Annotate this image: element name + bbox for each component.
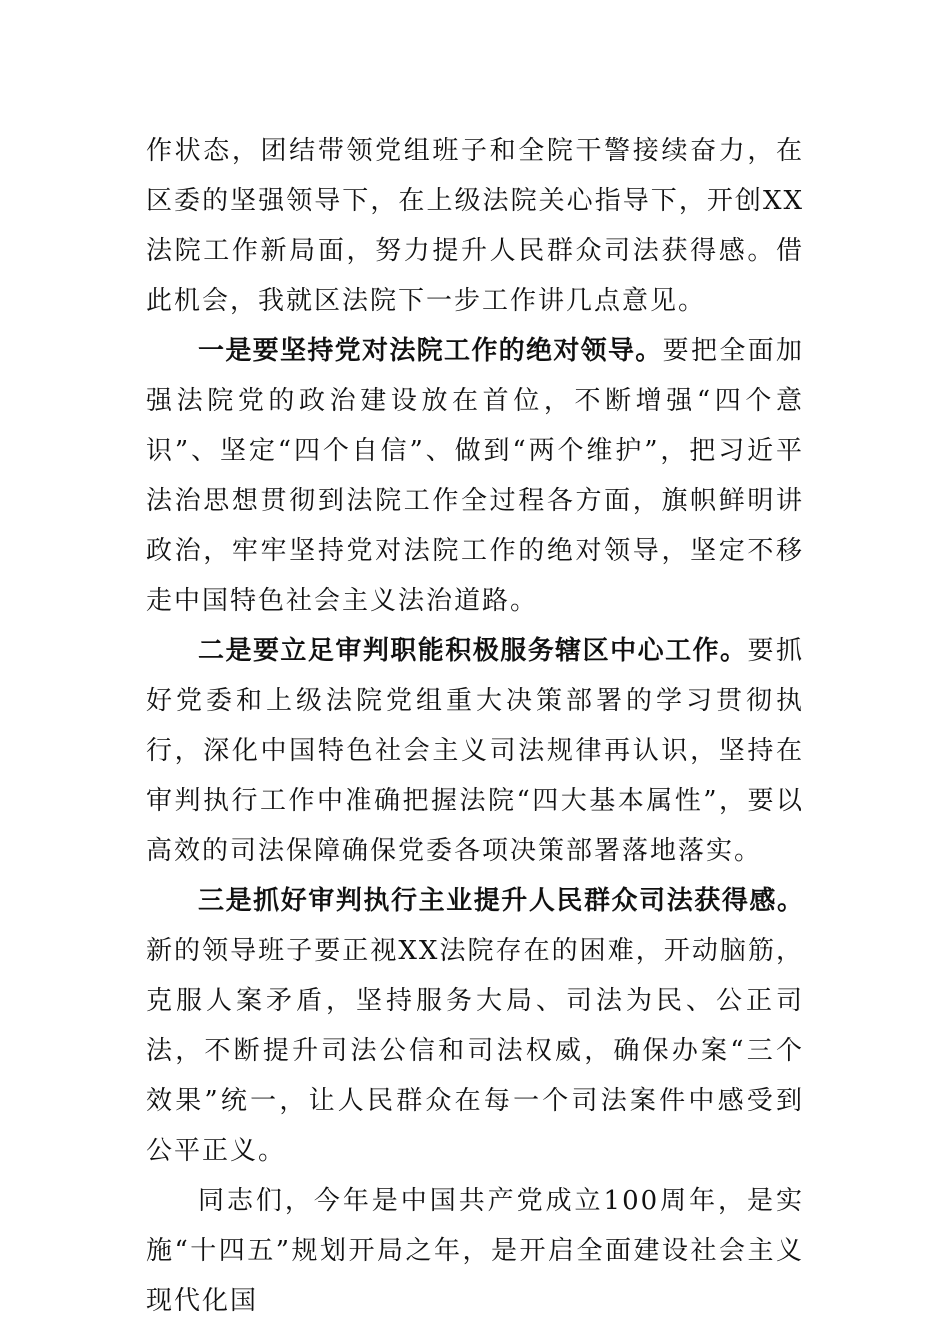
paragraph-text: 作状态，团结带领党组班子和全院干警接续奋力，在区委的坚强领导下，在上级法院关心指导下，开创XX法院工作新局面，努力提升人民群众司法获得感。借此机会，我就区法院下一步工作讲几点意见。 [146,136,804,316]
paragraph-intro-continuation [146,126,804,326]
paragraph-lead-heading: 二是要立足审判职能积极服务辖区中心工作。 [198,636,748,666]
paragraph-text: 要抓好党委和上级法院党组重大决策部署的学习贯彻执行，深化中国特色社会主义司法规律再认识，坚持在审判执行工作中准确把握法院“四大基本属性”，要以高效的司法保障确保党委各项决策部署落地落实。 [146,636,804,866]
paragraph-closing [146,1176,804,1326]
paragraph-text: 新的领导班子要正视XX法院存在的困难，开动脑筋，克服人案矛盾，坚持服务大局、司法为民、公正司法，不断提升司法公信和司法权威，确保办案“三个效果”统一，让人民群众在每一个司法案件中感受到公平正义。 [146,936,804,1166]
document-body [146,126,804,1326]
paragraph-text: 要把全面加强法院党的政治建设放在首位，不断增强“四个意识”、坚定“四个自信”、做到“两个维护”，把习近平法治思想贯彻到法院工作全过程各方面，旗帜鲜明讲政治，牢牢坚持党对法院工作的绝对领导，坚定不移走中国特色社会主义法治道路。 [146,336,804,616]
paragraph-point-two [146,626,804,876]
paragraph-text: 同志们，今年是中国共产党成立100周年，是实施“十四五”规划开局之年，是开启全面建设社会主义现代化国 [146,1186,804,1316]
paragraph-lead-heading: 三是抓好审判执行主业提升人民群众司法获得感。 [198,886,804,916]
paragraph-lead-heading: 一是要坚持党对法院工作的绝对领导。 [198,336,663,366]
paragraph-point-three [146,876,804,1176]
paragraph-point-one [146,326,804,626]
